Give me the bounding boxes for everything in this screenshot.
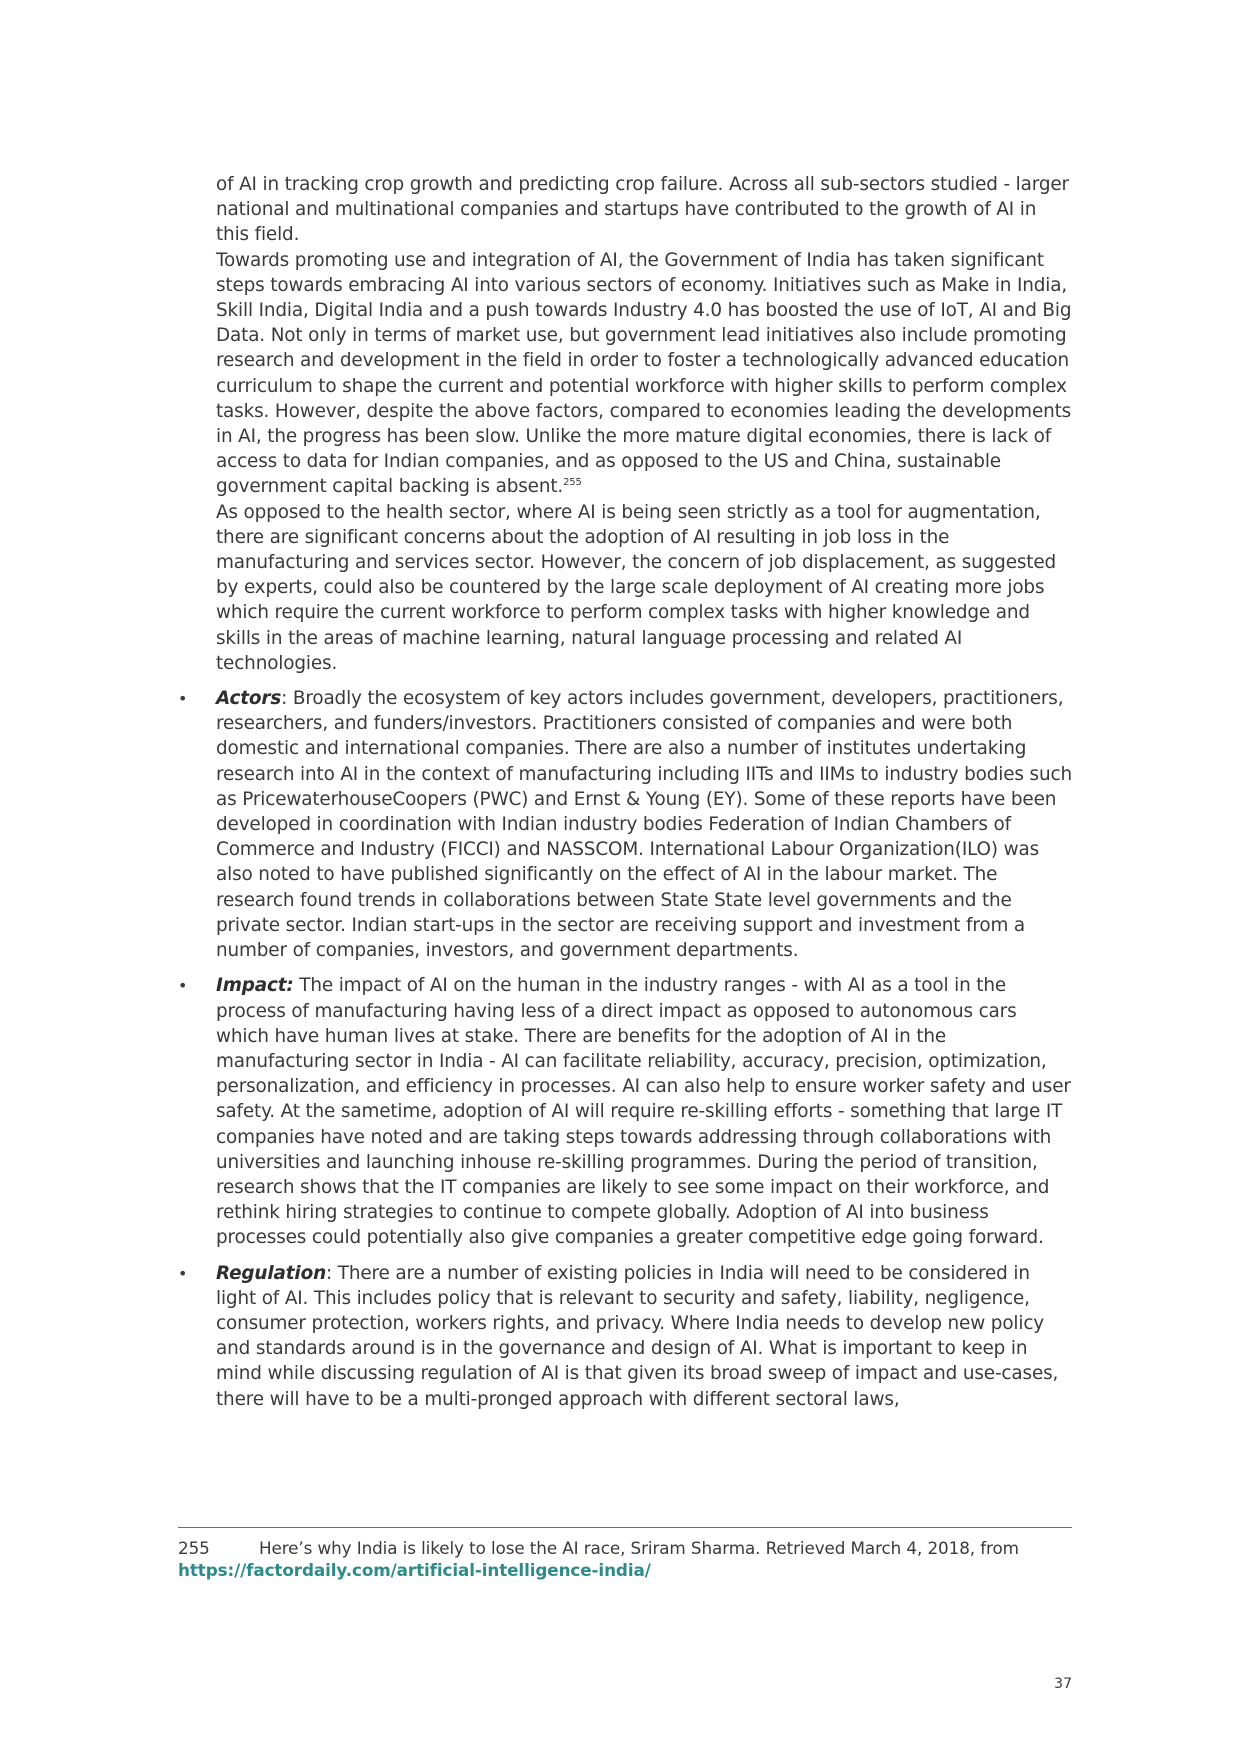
- bullet-term-actors: Actors: [216, 688, 282, 710]
- bullet-dot-icon: •: [178, 976, 188, 996]
- main-content: [178, 172, 1072, 1412]
- bullet-text-impact: The impact of AI on the human in the industry ranges - with AI as a tool in the process of manufacturing having less of a direct impact as opposed to autonomous cars which have human lives at stake. There are benefits for the adoption of AI in the manufacturing sector in India - AI can facilitate reliability, accuracy, precision, optimization, personalization, and efficiency in processes. AI can also help to ensure worker safety and user safety. At the sametime, adoption of AI will require re-skilling efforts - something that large IT companies have noted and are taking steps towards addressing through collaborations with universities and launching inhouse re-skilling programmes. During the period of transition, research shows that the IT companies are likely to see some impact on their workforce, and rethink hiring strategies to continue to compete globally. Adoption of AI into business processes could potentially also give companies a greater competitive edge going forward.: [216, 975, 1071, 1249]
- bullet-impact: [178, 973, 1072, 1250]
- footnote-number: 255: [178, 1538, 210, 1558]
- intro-paragraph-government: [216, 248, 1072, 500]
- bullet-term-regulation: Regulation: [216, 1262, 327, 1284]
- government-paragraph-text: Towards promoting use and integration of AI, the Government of India has taken significant steps towards embracing AI into various sectors of economy. Initiatives such as Make in India, Skill India, Digital India and a push towards Industry 4.0 has boosted the use of IoT, AI and Big Data. Not only in terms of market use, but government lead initiatives also include promoting research and development in the field in order to foster a technologically advanced education curriculum to shape the current and potential workforce with higher skills to perform complex tasks. However, despite the above factors, compared to economies leading the developments in AI, the progress has been slow. Unlike the more mature digital economies, there is lack of access to data for Indian companies, and as opposed to the US and China, sustainable government capital backing is absent.: [216, 249, 1072, 498]
- page-number: 37: [1054, 1676, 1072, 1692]
- footnote-reference[interactable]: 255: [563, 477, 582, 489]
- footnote-link[interactable]: https://factordaily.com/artificial-intelligence-india/: [178, 1560, 651, 1580]
- bullet-text-actors: Broadly the ecosystem of key actors includes government, developers, practitioners, researchers, and funders/investors. Practitioners consisted of companies and were both domestic and international companies. There are also a number of institutes undertaking research into AI in the context of manufacturing including IITs and IIMs to industry bodies such as PricewaterhouseCoopers (PWC) and Ernst & Young (EY). Some of these reports have been developed in coordination with Indian industry bodies Federation of Indian Chambers of Commerce and Industry (FICCI) and NASSCOM. International Labour Organization(ILO) was also noted to have published significantly on the effect of AI in the labour market. The research found trends in collaborations between State State level governments and the private sector. Indian start-ups in the sector are receiving support and investment from a number of companies, investors, and government departments.: [216, 688, 1072, 962]
- bullet-actors: [178, 686, 1072, 963]
- bullet-dot-icon: •: [178, 1263, 188, 1283]
- intro-paragraph-crop: of AI in tracking crop growth and predicting crop failure. Across all sub-sectors studied - larger national and multinational companies and startups have contributed to the growth of AI in this field.: [216, 174, 1069, 246]
- bullet-regulation: [178, 1261, 1072, 1412]
- bullet-text-regulation: There are a number of existing policies in India will need to be considered in light of AI. This includes policy that is relevant to security and safety, liability, negligence, consumer protection, workers rights, and privacy. Where India needs to develop new policy and standards around is in the governance and design of AI. What is important to keep in mind while discussing regulation of AI is that given its broad sweep of impact and use-cases, there will have to be a multi-pronged approach with different sectoral laws,: [216, 1262, 1059, 1410]
- bullet-separator: :: [326, 1262, 333, 1284]
- footnote-divider: [178, 1527, 1072, 1528]
- bullet-separator: :: [281, 688, 288, 710]
- bullet-dot-icon: •: [178, 689, 188, 709]
- bullet-term-impact: Impact:: [216, 975, 294, 997]
- intro-paragraph-health: As opposed to the health sector, where AI is being seen strictly as a tool for augmentation, there are significant concerns about the adoption of AI resulting in job loss in the manufacturing and services sector. However, the concern of job displacement, as suggested by experts, could also be countered by the large scale deployment of AI creating more jobs which require the current workforce to perform complex tasks with higher knowledge and skills in the areas of machine learning, natural language processing and related AI technologies.: [216, 501, 1057, 674]
- footnote-text: Here’s why India is likely to lose the AI race, Sriram Sharma. Retrieved March 4, 2018, from: [259, 1538, 1019, 1558]
- footnote: [178, 1537, 1072, 1581]
